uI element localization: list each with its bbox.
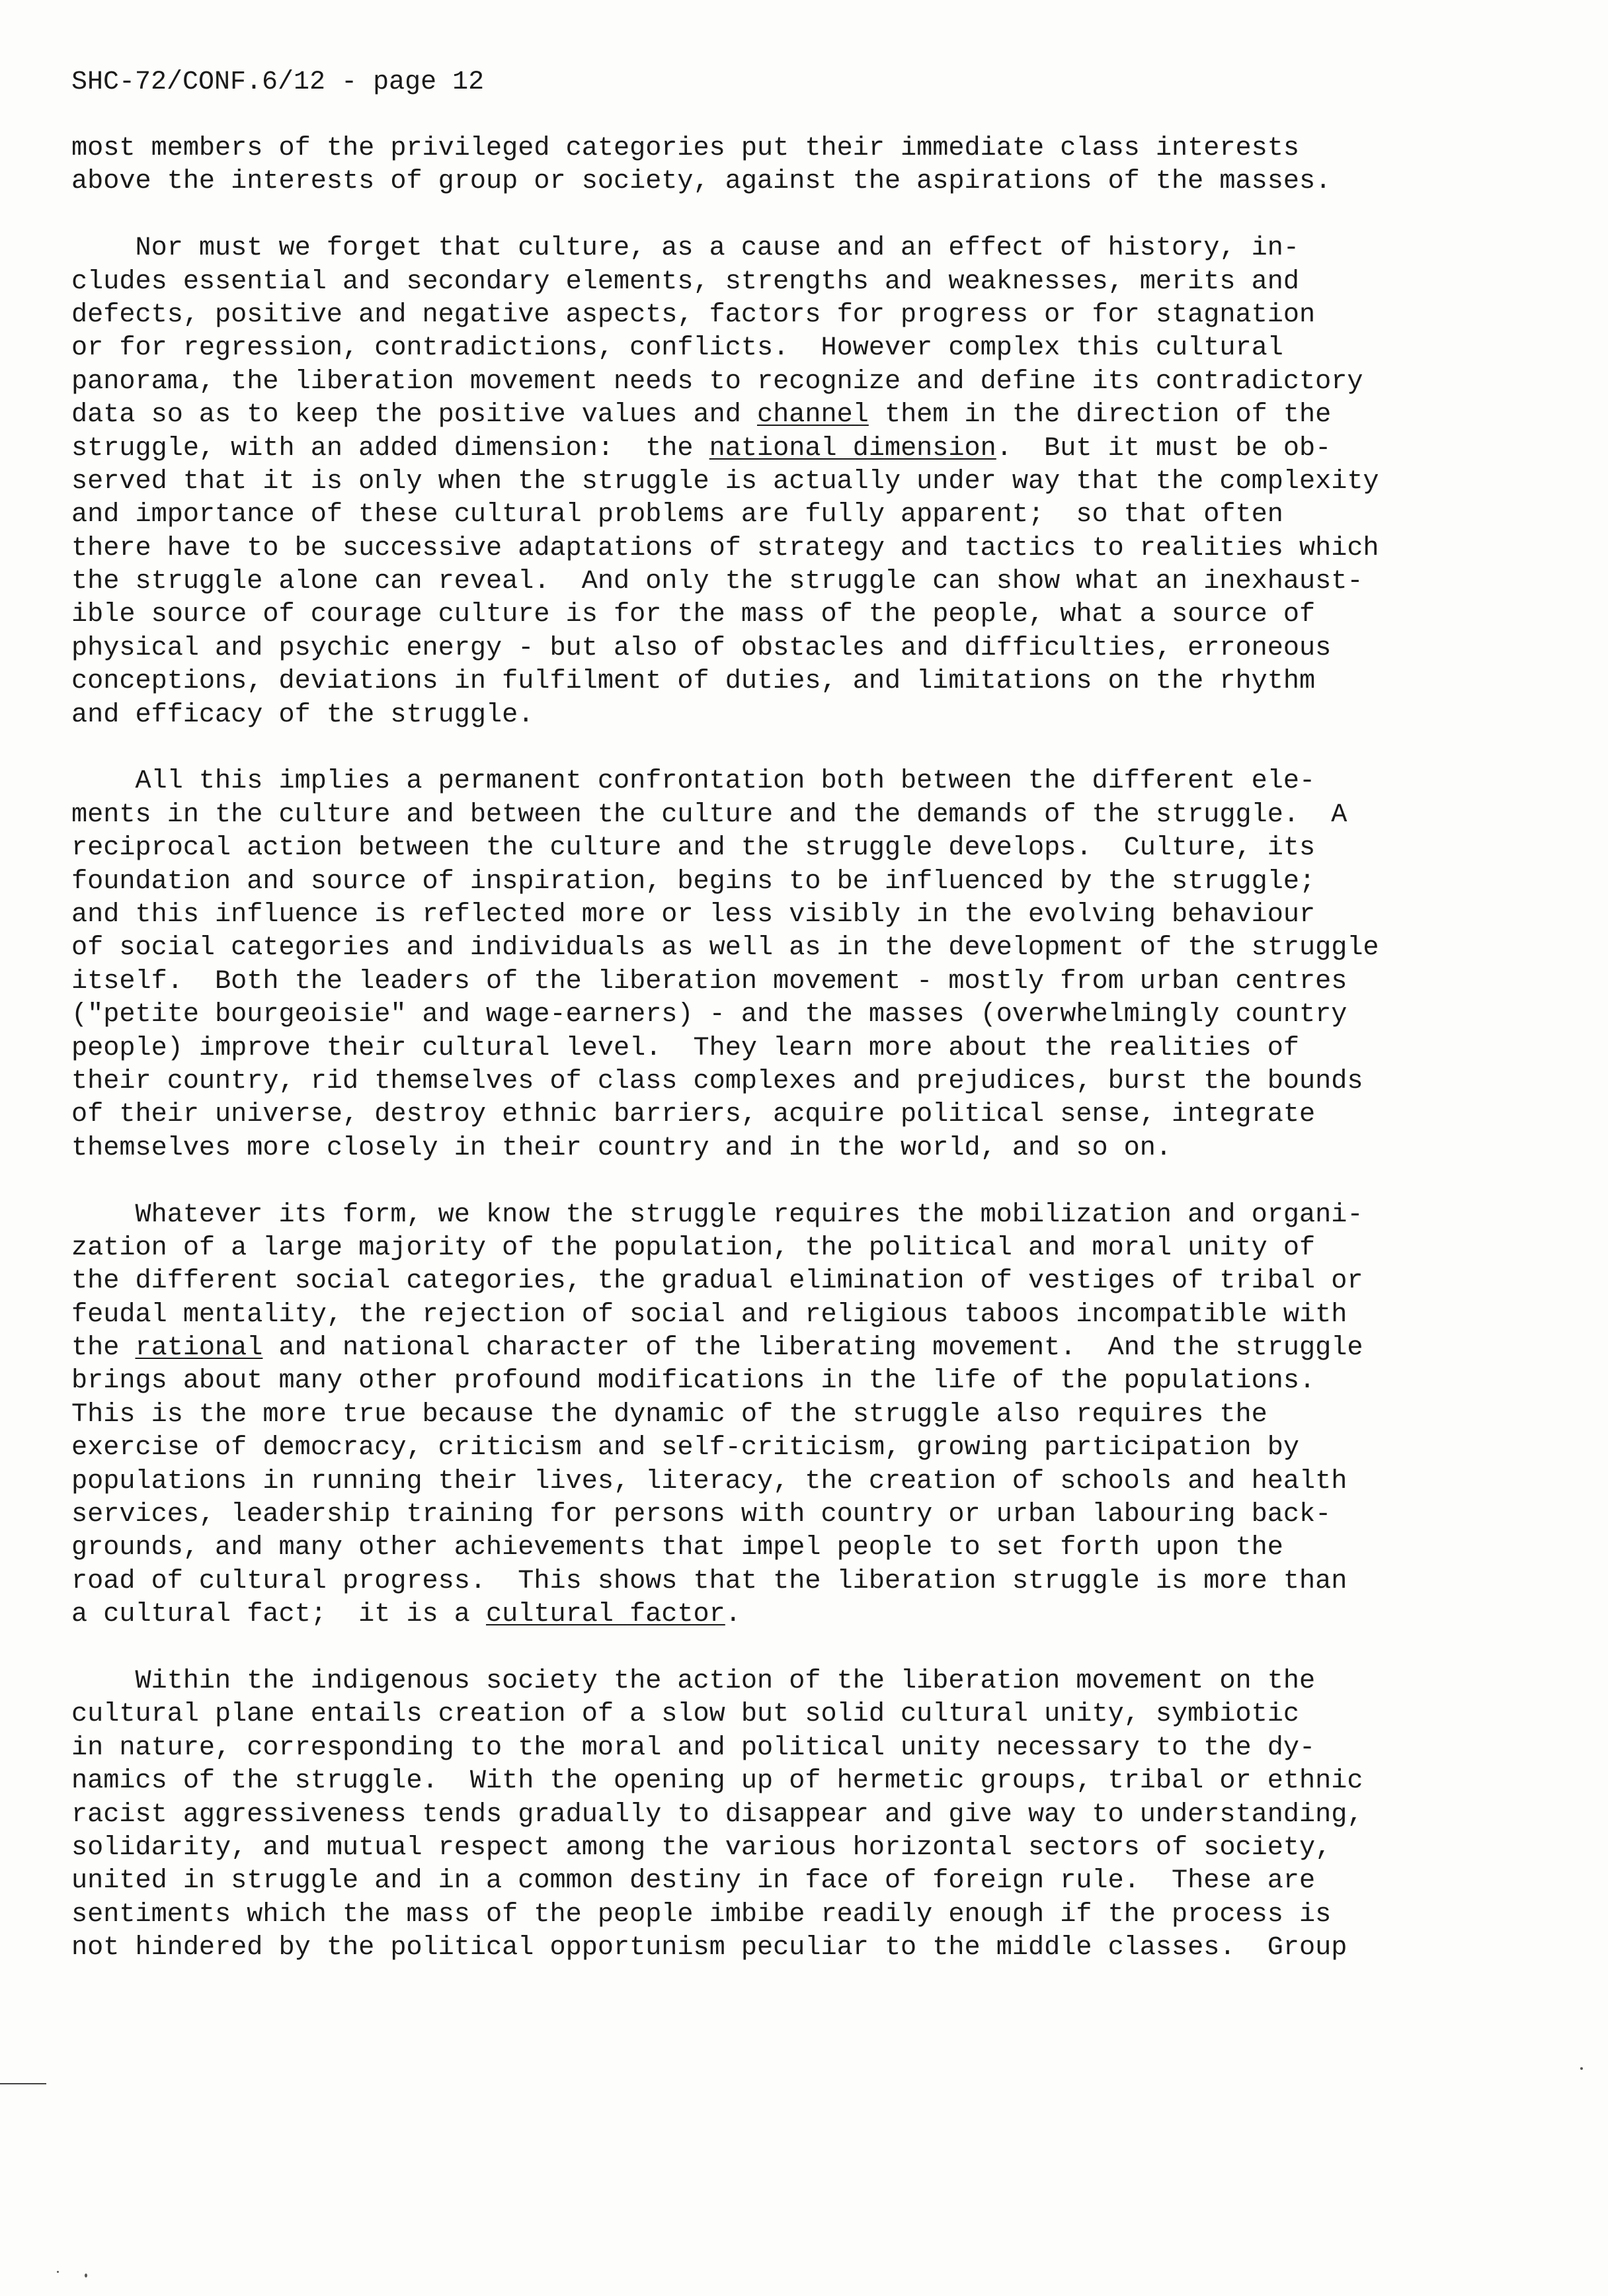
text-line: brings about many other profound modifications in the life of the populations. xyxy=(71,1366,1316,1397)
text-line: or for regression, contradictions, conflicts. However complex this cultural xyxy=(71,333,1283,364)
text-line: reciprocal action between the culture and the struggle develops. Culture, its xyxy=(71,833,1316,864)
text-line-with-underline xyxy=(71,432,1513,466)
paragraph-4 xyxy=(71,1199,1513,1632)
scan-speck xyxy=(1580,2067,1583,2070)
text-line: and importance of these cultural problems are fully apparent; so that often xyxy=(71,500,1283,530)
text-line: Nor must we forget that culture, as a cause and an effect of history, in- xyxy=(71,233,1299,264)
text-line: This is the more true because the dynamic of the struggle also requires the xyxy=(71,1399,1267,1430)
text-line: road of cultural progress. This shows that the liberation struggle is more than xyxy=(71,1566,1347,1596)
page-header-reference: SHC-72/CONF.6/12 - page 12 xyxy=(71,67,485,97)
text-line: people) improve their cultural level. They learn more about the realities of xyxy=(71,1033,1299,1063)
text-segment: . But it must be ob- xyxy=(996,433,1332,464)
text-line: ments in the culture and between the culture and the demands of the struggle. A xyxy=(71,800,1347,830)
text-line: itself. Both the leaders of the liberation movement - mostly from urban centres xyxy=(71,966,1347,997)
text-line: defects, positive and negative aspects, factors for progress or for stagnation xyxy=(71,300,1316,330)
text-line: All this implies a permanent confrontation both between the different ele- xyxy=(71,766,1316,797)
text-line: ible source of courage culture is for the mass of the people, what a source of xyxy=(71,600,1316,630)
document-body xyxy=(71,132,1513,1998)
text-line-with-underline xyxy=(71,1598,1513,1631)
text-line: panorama, the liberation movement needs to recognize and define its contradictory xyxy=(71,366,1363,397)
text-line: cultural plane entails creation of a slow but solid cultural unity, symbiotic xyxy=(71,1700,1299,1730)
text-line: above the interests of group or society, against the aspirations of the masses. xyxy=(71,167,1332,197)
paragraph-1 xyxy=(71,132,1513,199)
text-line: cludes essential and secondary elements, strengths and weaknesses, merits and xyxy=(71,266,1299,297)
text-line: Whatever its form, we know the struggle requires the mobilization and organi- xyxy=(71,1200,1363,1230)
text-line: there have to be successive adaptations of strategy and tactics to realities which xyxy=(71,533,1379,563)
text-line: Within the indigenous society the action of the liberation movement on the xyxy=(71,1666,1316,1696)
text-line: most members of the privileged categories put their immediate class interests xyxy=(71,134,1299,163)
underlined-term-rational: rational xyxy=(135,1333,263,1364)
text-line-with-underline xyxy=(71,1332,1513,1365)
paragraph-3 xyxy=(71,765,1513,1165)
text-segment: struggle, with an added dimension: the xyxy=(71,433,709,464)
paragraph-5 xyxy=(71,1665,1513,1965)
text-line: feudal mentality, the rejection of social and religious taboos incompatible with xyxy=(71,1299,1347,1330)
text-line-with-underline xyxy=(71,399,1513,432)
text-line: physical and psychic energy - but also of obstacles and difficulties, erroneous xyxy=(71,633,1332,663)
paragraph-2 xyxy=(71,232,1513,732)
text-line: of their universe, destroy ethnic barriers, acquire political sense, integrate xyxy=(71,1100,1316,1130)
underlined-term-national-dimension: national dimension xyxy=(709,433,996,464)
text-line: ("petite bourgeoisie" and wage-earners) - and the masses (overwhelmingly country xyxy=(71,1000,1347,1030)
text-line: of social categories and individuals as well as in the development of the struggle xyxy=(71,933,1379,964)
text-line: solidarity, and mutual respect among the various horizontal sectors of society, xyxy=(71,1832,1332,1863)
text-line: namics of the struggle. With the opening up of hermetic groups, tribal or ethnic xyxy=(71,1766,1363,1797)
text-line: conceptions, deviations in fulfilment of duties, and limitations on the rhythm xyxy=(71,667,1316,697)
text-line: racist aggressiveness tends gradually to disappear and give way to understanding, xyxy=(71,1799,1363,1830)
text-line: populations in running their lives, literacy, the creation of schools and health xyxy=(71,1466,1347,1496)
text-segment: data so as to keep the positive values and xyxy=(71,400,758,430)
scan-speck xyxy=(57,2271,59,2273)
text-segment: and national character of the liberating movement. And the struggle xyxy=(262,1333,1363,1364)
scan-speck xyxy=(85,2274,87,2277)
text-line: not hindered by the political opportunism peculiar to the middle classes. Group xyxy=(71,1933,1347,1963)
text-line: sentiments which the mass of the people imbibe readily enough if the process is xyxy=(71,1899,1332,1930)
text-line: in nature, corresponding to the moral and political unity necessary to the dy- xyxy=(71,1733,1316,1763)
text-line: the different social categories, the gradual elimination of vestiges of tribal or xyxy=(71,1266,1363,1297)
text-line: zation of a large majority of the population, the political and moral unity of xyxy=(71,1233,1316,1263)
text-line: the struggle alone can reveal. And only the struggle can show what an inexhaust- xyxy=(71,567,1363,597)
text-line: united in struggle and in a common destiny in face of foreign rule. These are xyxy=(71,1866,1316,1897)
text-line: and efficacy of the struggle. xyxy=(71,700,534,730)
text-line: exercise of democracy, criticism and self-criticism, growing participation by xyxy=(71,1433,1299,1463)
underlined-term-channel: channel xyxy=(757,400,869,430)
text-line: themselves more closely in their country and in the world, and so on. xyxy=(71,1133,1172,1163)
text-segment: a cultural fact; it is a xyxy=(71,1600,487,1630)
text-line: and this influence is reflected more or less visibly in the evolving behaviour xyxy=(71,899,1316,930)
text-line: foundation and source of inspiration, begins to be influenced by the struggle; xyxy=(71,866,1316,897)
footer-rule xyxy=(0,2083,46,2084)
text-segment: the xyxy=(71,1333,136,1364)
text-line: grounds, and many other achievements that impel people to set forth upon the xyxy=(71,1533,1283,1563)
text-segment: them in the direction of the xyxy=(868,400,1332,430)
text-line: served that it is only when the struggle is actually under way that the complexity xyxy=(71,466,1379,497)
text-line: their country, rid themselves of class complexes and prejudices, burst the bounds xyxy=(71,1066,1363,1096)
text-line: services, leadership training for persons with country or urban labouring back- xyxy=(71,1500,1332,1530)
underlined-term-cultural-factor: cultural factor xyxy=(486,1600,725,1630)
text-segment: . xyxy=(725,1600,741,1630)
